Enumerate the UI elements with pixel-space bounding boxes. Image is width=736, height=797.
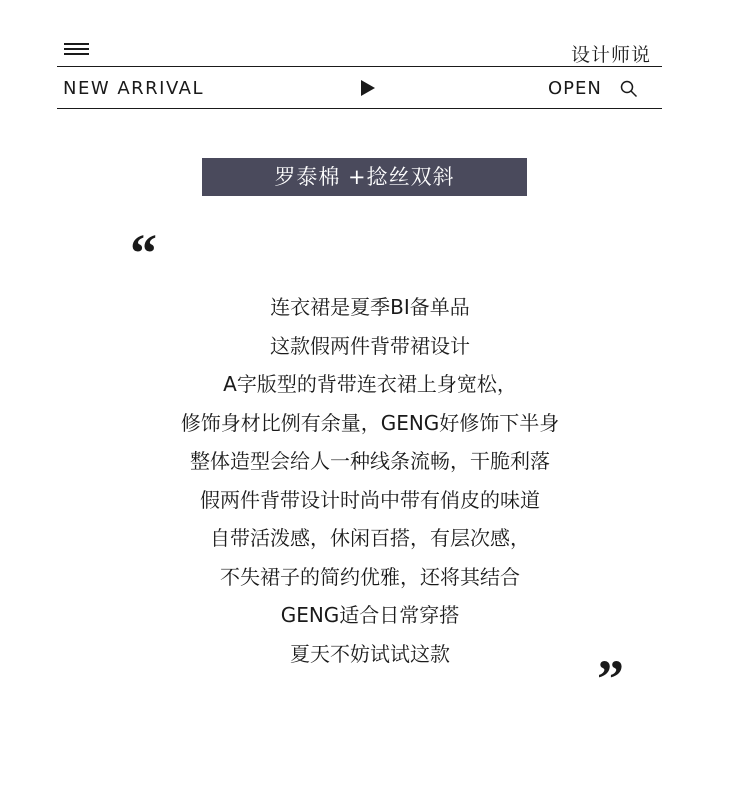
description-line: GENG适合日常穿搭 [280, 603, 460, 627]
nav-bar [57, 66, 662, 109]
designer-says-title: 设计师说 [570, 44, 651, 66]
description-line: A字版型的背带连衣裙上身宽松， [223, 372, 517, 396]
open-link[interactable]: OPEN [548, 78, 602, 99]
hamburger-menu-icon[interactable] [64, 43, 89, 58]
description-line: 不失裙子的简约优雅，还将其结合 [220, 564, 520, 589]
menu-line [64, 53, 89, 55]
description-line: 连衣裙是夏季BI备单品 [270, 295, 470, 319]
open-quote-icon: “ [130, 223, 157, 283]
menu-line [64, 48, 89, 50]
menu-line [64, 43, 89, 45]
fabric-banner: 罗泰棉 +捻丝双斜 [202, 158, 527, 196]
design-description [120, 288, 620, 673]
description-line: 修饰身材比例有余量，GENG好修饰下半身 [180, 410, 560, 435]
description-line: 整体造型会给人一种线条流畅，干脆利落 [190, 449, 550, 473]
new-arrival-link[interactable]: NEW ARRIVAL [63, 78, 204, 99]
description-line: 夏天不妨试试这款 [290, 641, 450, 666]
search-icon[interactable] [620, 80, 638, 98]
description-line: 假两件背带设计时尚中带有俏皮的味道 [200, 487, 540, 512]
description-line: 这款假两件背带裙设计 [270, 333, 470, 358]
close-quote-icon: ” [597, 649, 624, 709]
description-line: 自带活泼感，休闲百搭，有层次感， [210, 526, 530, 550]
play-icon[interactable] [361, 80, 375, 96]
